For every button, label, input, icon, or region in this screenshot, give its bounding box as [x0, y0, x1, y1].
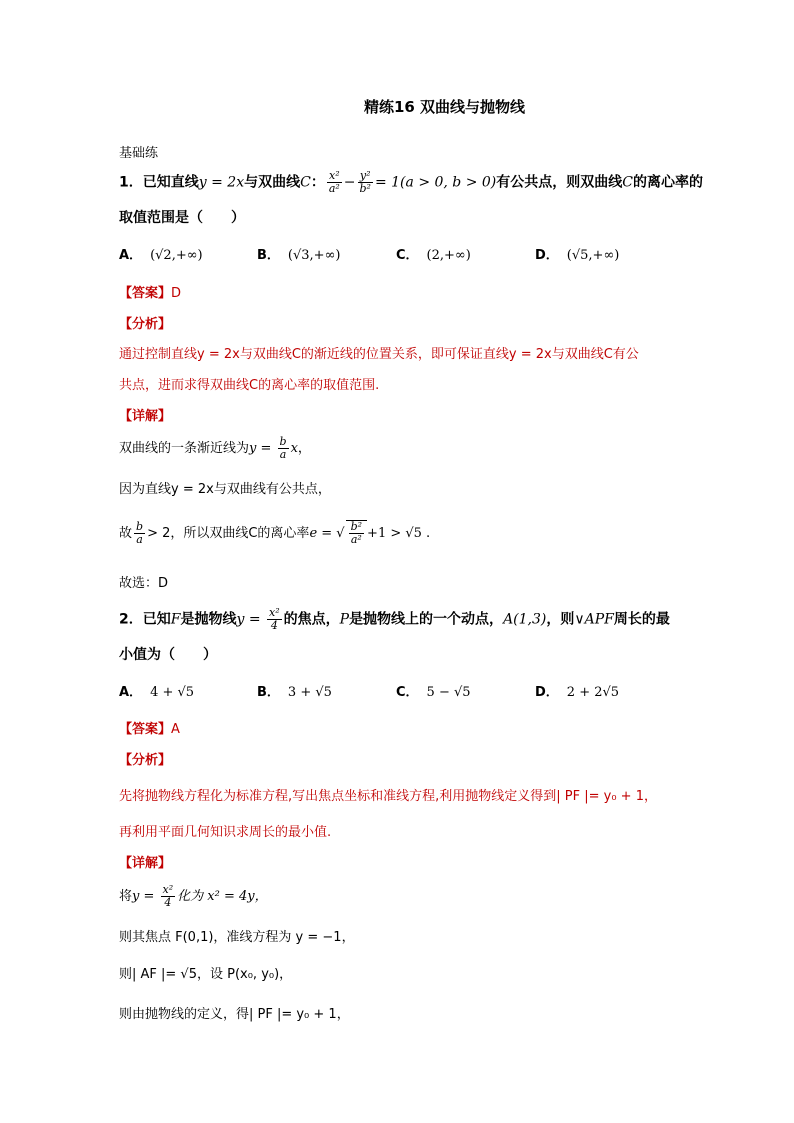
question-1-stem-line2: 取值范围是（ ） — [119, 210, 245, 226]
q1-detail-line1: 双曲线的一条渐近线为y = $\frac{b}{a}$ x， — [119, 435, 311, 461]
question-2-stem-line2: 小值为（ ） — [119, 647, 217, 663]
q2-option-b[interactable]: B． 3 + √5 — [257, 685, 332, 700]
question-2-stem: 2．已知F是抛物线y = $\frac{\text{x²}}{4}$ 的焦点，P是抛物线上的一个动点，A(1,3)，则∨APF周长的最 — [119, 606, 670, 632]
q1-option-b[interactable]: B． (√3,+∞) — [257, 248, 341, 263]
q1-analysis-line1: 通过控制直线y = 2x与双曲线C的渐近线的位置关系，即可保证直线y = 2x与双曲线C有公 — [119, 347, 639, 362]
q2-analysis-line2: 再利用平面几何知识求周长的最小值. — [119, 825, 332, 840]
q1-detail-line3: 故 $\frac{b}{a}$ > 2，所以双曲线C的离心率e = √ $\frac{\text{b²}}{\text{a²}}$ +1 > √5 . — [119, 520, 431, 546]
question-1-stem: 1．已知直线y = 2x与双曲线C： $\frac{\text{x²}}{\text{a²}}$ − $\frac{\text{y²}}{\text{b²}}$ = 1(a > 0, b > 0)有公共点，则双曲线C的离心率的 — [119, 169, 703, 195]
q2-option-a[interactable]: A． 4 + √5 — [119, 685, 195, 700]
page-title: 精练16 双曲线与抛物线 — [363, 98, 526, 116]
q1-detail-line2: 因为直线y = 2x与双曲线有公共点， — [119, 482, 331, 497]
q1-answer: 【答案】D — [119, 286, 182, 301]
fraction-x2-a2: $\frac{\text{x²}}{\text{a²}}$ — [328, 169, 340, 195]
q2-detail-tag: 【详解】 — [119, 856, 172, 871]
q1-detail-tag: 【详解】 — [119, 409, 172, 424]
q2-detail-line1: 将y = $\frac{\text{x²}}{4}$ 化为 x² = 4y， — [119, 883, 268, 909]
q1-choose: 故选：D — [119, 576, 169, 591]
q1-analysis-tag: 【分析】 — [119, 317, 172, 332]
q1-analysis-line2: 共点，进而求得双曲线C的离心率的取值范围. — [119, 378, 380, 393]
q1-option-c[interactable]: C． (2,+∞) — [396, 248, 471, 263]
q2-analysis-line1: 先将抛物线方程化为标准方程,写出焦点坐标和准线方程,利用抛物线定义得到| PF |= y₀ + 1， — [119, 789, 657, 804]
q1-option-a[interactable]: A． (√2,+∞) — [119, 248, 203, 263]
q2-detail-line4: 则由抛物线的定义，得| PF |= y₀ + 1， — [119, 1007, 350, 1022]
q2-detail-line2: 则其焦点 F(0,1)，准线方程为 y = −1， — [119, 930, 355, 945]
q2-answer: 【答案】A — [119, 722, 180, 737]
q2-detail-line3: 则| AF |= √5，设 P(x₀, y₀)， — [119, 967, 293, 982]
fraction-y2-b2: $\frac{\text{y²}}{\text{b²}}$ — [359, 169, 371, 195]
q1-option-d[interactable]: D． (√5,+∞) — [535, 248, 620, 263]
q2-option-d[interactable]: D． 2 + 2√5 — [535, 685, 620, 700]
q2-option-c[interactable]: C． 5 − √5 — [396, 685, 471, 700]
section-label: 基础练 — [119, 146, 159, 161]
q2-analysis-tag: 【分析】 — [119, 753, 172, 768]
